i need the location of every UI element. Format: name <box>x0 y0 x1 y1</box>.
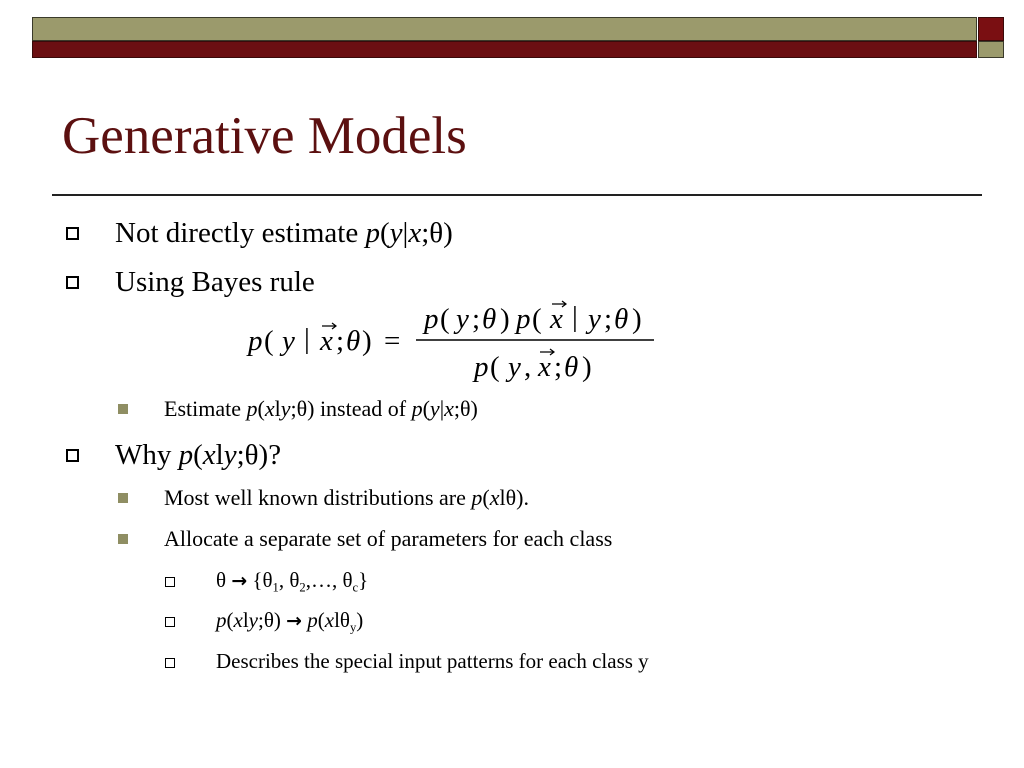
bullet-2-text: Using Bayes rule <box>115 266 315 298</box>
formula-num-open2: ( <box>532 303 542 335</box>
formula-num-semi2: ; <box>604 303 613 335</box>
formula-num-y2: y <box>588 303 601 335</box>
header-bar-red <box>32 41 977 58</box>
sub-sub-bullet-2-text: p(xly;θ) → p(xlθ$_y$) <box>216 608 364 635</box>
right-arrow-icon: → <box>286 610 302 632</box>
sub-bullet-2a-text: Estimate p(xly;θ) instead of p(y|x;θ) <box>164 396 478 421</box>
formula-num-close1: ) <box>500 303 510 335</box>
title-divider <box>52 194 982 196</box>
header-bar-olive <box>32 17 977 41</box>
sub-sub-bullet-marker <box>165 658 175 668</box>
bullet-marker <box>66 449 79 462</box>
formula-lhs-open: ( <box>264 325 274 357</box>
header-square-red <box>978 17 1004 41</box>
sub-sub-bullet-3-text: Describes the special input patterns for each class y <box>216 649 649 673</box>
bayes-formula <box>244 300 664 390</box>
slide-title: Generative Models <box>62 107 467 165</box>
formula-num-p1: p <box>424 303 439 335</box>
sub-bullet-marker <box>118 534 128 544</box>
formula-num-p2: p <box>516 303 531 335</box>
formula-den-close: ) <box>582 351 592 383</box>
formula-equals: = <box>384 325 401 357</box>
bullet-1-text: Not directly estimate p(y|x;θ) <box>115 217 453 249</box>
formula-lhs-bar: | <box>304 323 310 355</box>
formula-den-p: p <box>474 351 489 383</box>
formula-num-x2: x <box>550 303 563 335</box>
formula-num-theta1: θ <box>482 303 497 335</box>
sub-bullet-marker <box>118 493 128 503</box>
formula-num-y1: y <box>456 303 469 335</box>
formula-num-bar: | <box>572 301 578 333</box>
formula-lhs-x: x <box>320 325 333 357</box>
formula-den-y: y <box>508 351 521 383</box>
sub-sub-bullet-1-text: $\theta \to \{\theta_1$, $\theta_2,\dots$, $\theta_c$} <box>216 568 369 595</box>
formula-num-close2: ) <box>632 303 642 335</box>
sub-bullet-3a-text: Most well known distributions are p(xlθ). <box>164 485 529 510</box>
formula-lhs-close: ) <box>362 325 372 357</box>
formula-den-comma: , <box>524 351 532 383</box>
formula-den-semi: ; <box>554 351 563 383</box>
formula-num-theta2: θ <box>614 303 629 335</box>
header-square-olive <box>978 41 1004 58</box>
formula-den-theta: θ <box>564 351 579 383</box>
sub-bullet-marker <box>118 404 128 414</box>
sub-sub-bullet-marker <box>165 617 175 627</box>
bullet-marker <box>66 227 79 240</box>
right-arrow-icon: → <box>231 570 248 592</box>
formula-den-x: x <box>538 351 551 383</box>
sub-sub-bullet-marker <box>165 577 175 587</box>
formula-num-open1: ( <box>440 303 450 335</box>
sub-bullet-3b-text: Allocate a separate set of parameters for each class <box>164 526 613 551</box>
formula-lhs-theta: θ <box>346 325 361 357</box>
formula-den-open: ( <box>490 351 500 383</box>
formula-num-semi1: ; <box>472 303 481 335</box>
formula-lhs-y: y <box>282 325 295 357</box>
bullet-3-text: Why p(xly;θ)? <box>115 439 282 471</box>
formula-lhs-p: p <box>248 325 263 357</box>
bullet-marker <box>66 276 79 289</box>
formula-lhs-semi: ; <box>336 325 345 357</box>
